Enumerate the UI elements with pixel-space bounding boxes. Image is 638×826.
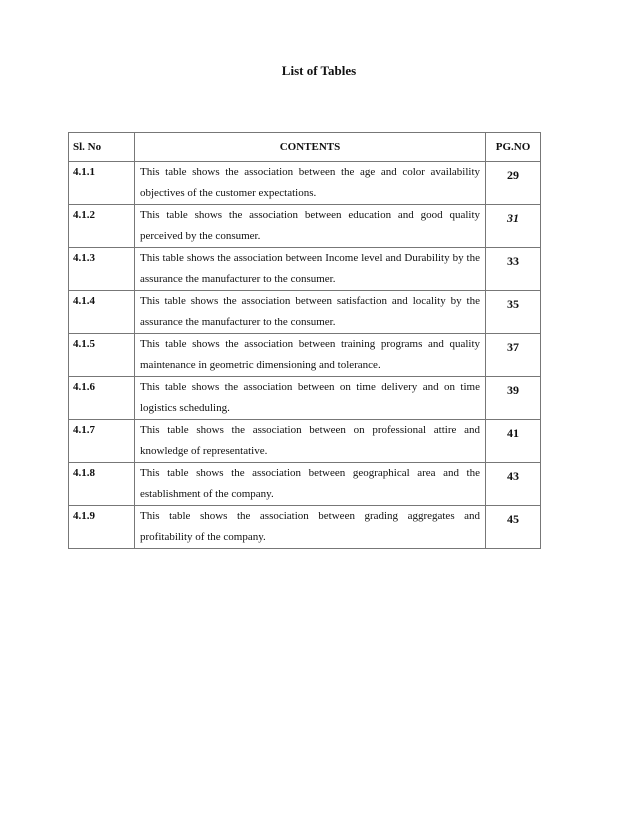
row-page-number: 37 bbox=[486, 334, 541, 377]
row-description: This table shows the association between on time delivery and on time logistics scheduling. bbox=[135, 377, 486, 420]
row-serial-number: 4.1.8 bbox=[69, 463, 135, 506]
row-serial-number: 4.1.1 bbox=[69, 162, 135, 205]
header-page-number: PG.NO bbox=[486, 133, 541, 162]
row-page-number: 29 bbox=[486, 162, 541, 205]
row-description: This table shows the association between geographical area and the establishment of the company. bbox=[135, 463, 486, 506]
row-page-number: 45 bbox=[486, 506, 541, 549]
list-of-tables bbox=[68, 132, 541, 549]
row-description: This table shows the association between satisfaction and locality by the assurance the manufacturer to the consumer. bbox=[135, 291, 486, 334]
page-title: List of Tables bbox=[281, 63, 357, 78]
row-page-number: 41 bbox=[486, 420, 541, 463]
row-description: This table shows the association between training programs and quality maintenance in geometric dimensioning and tolerance. bbox=[135, 334, 486, 377]
row-description: This table shows the association between grading aggregates and profitability of the company. bbox=[135, 506, 486, 549]
row-serial-number: 4.1.3 bbox=[69, 248, 135, 291]
row-description: This table shows the association between the age and color availability objectives of the customer expectations. bbox=[135, 162, 486, 205]
row-description: This table shows the association between education and good quality perceived by the consumer. bbox=[135, 205, 486, 248]
table-row bbox=[69, 377, 541, 420]
table-row bbox=[69, 334, 541, 377]
header-contents: CONTENTS bbox=[135, 133, 486, 162]
table-header-row bbox=[69, 133, 541, 162]
table-row bbox=[69, 162, 541, 205]
row-page-number: 43 bbox=[486, 463, 541, 506]
row-serial-number: 4.1.4 bbox=[69, 291, 135, 334]
row-serial-number: 4.1.6 bbox=[69, 377, 135, 420]
row-page-number: 33 bbox=[486, 248, 541, 291]
table-row bbox=[69, 420, 541, 463]
table-row bbox=[69, 463, 541, 506]
row-page-number: 35 bbox=[486, 291, 541, 334]
row-page-number: 39 bbox=[486, 377, 541, 420]
table-row bbox=[69, 506, 541, 549]
row-serial-number: 4.1.9 bbox=[69, 506, 135, 549]
row-serial-number: 4.1.7 bbox=[69, 420, 135, 463]
row-page-number: 31 bbox=[486, 205, 541, 248]
header-serial-number: Sl. No bbox=[69, 133, 135, 162]
row-description: This table shows the association between on professional attire and knowledge of representative. bbox=[135, 420, 486, 463]
row-serial-number: 4.1.2 bbox=[69, 205, 135, 248]
table-row bbox=[69, 291, 541, 334]
row-description: This table shows the association between Income level and Durability by the assurance the manufacturer to the consumer. bbox=[135, 248, 486, 291]
row-serial-number: 4.1.5 bbox=[69, 334, 135, 377]
table-row bbox=[69, 248, 541, 291]
table-row bbox=[69, 205, 541, 248]
